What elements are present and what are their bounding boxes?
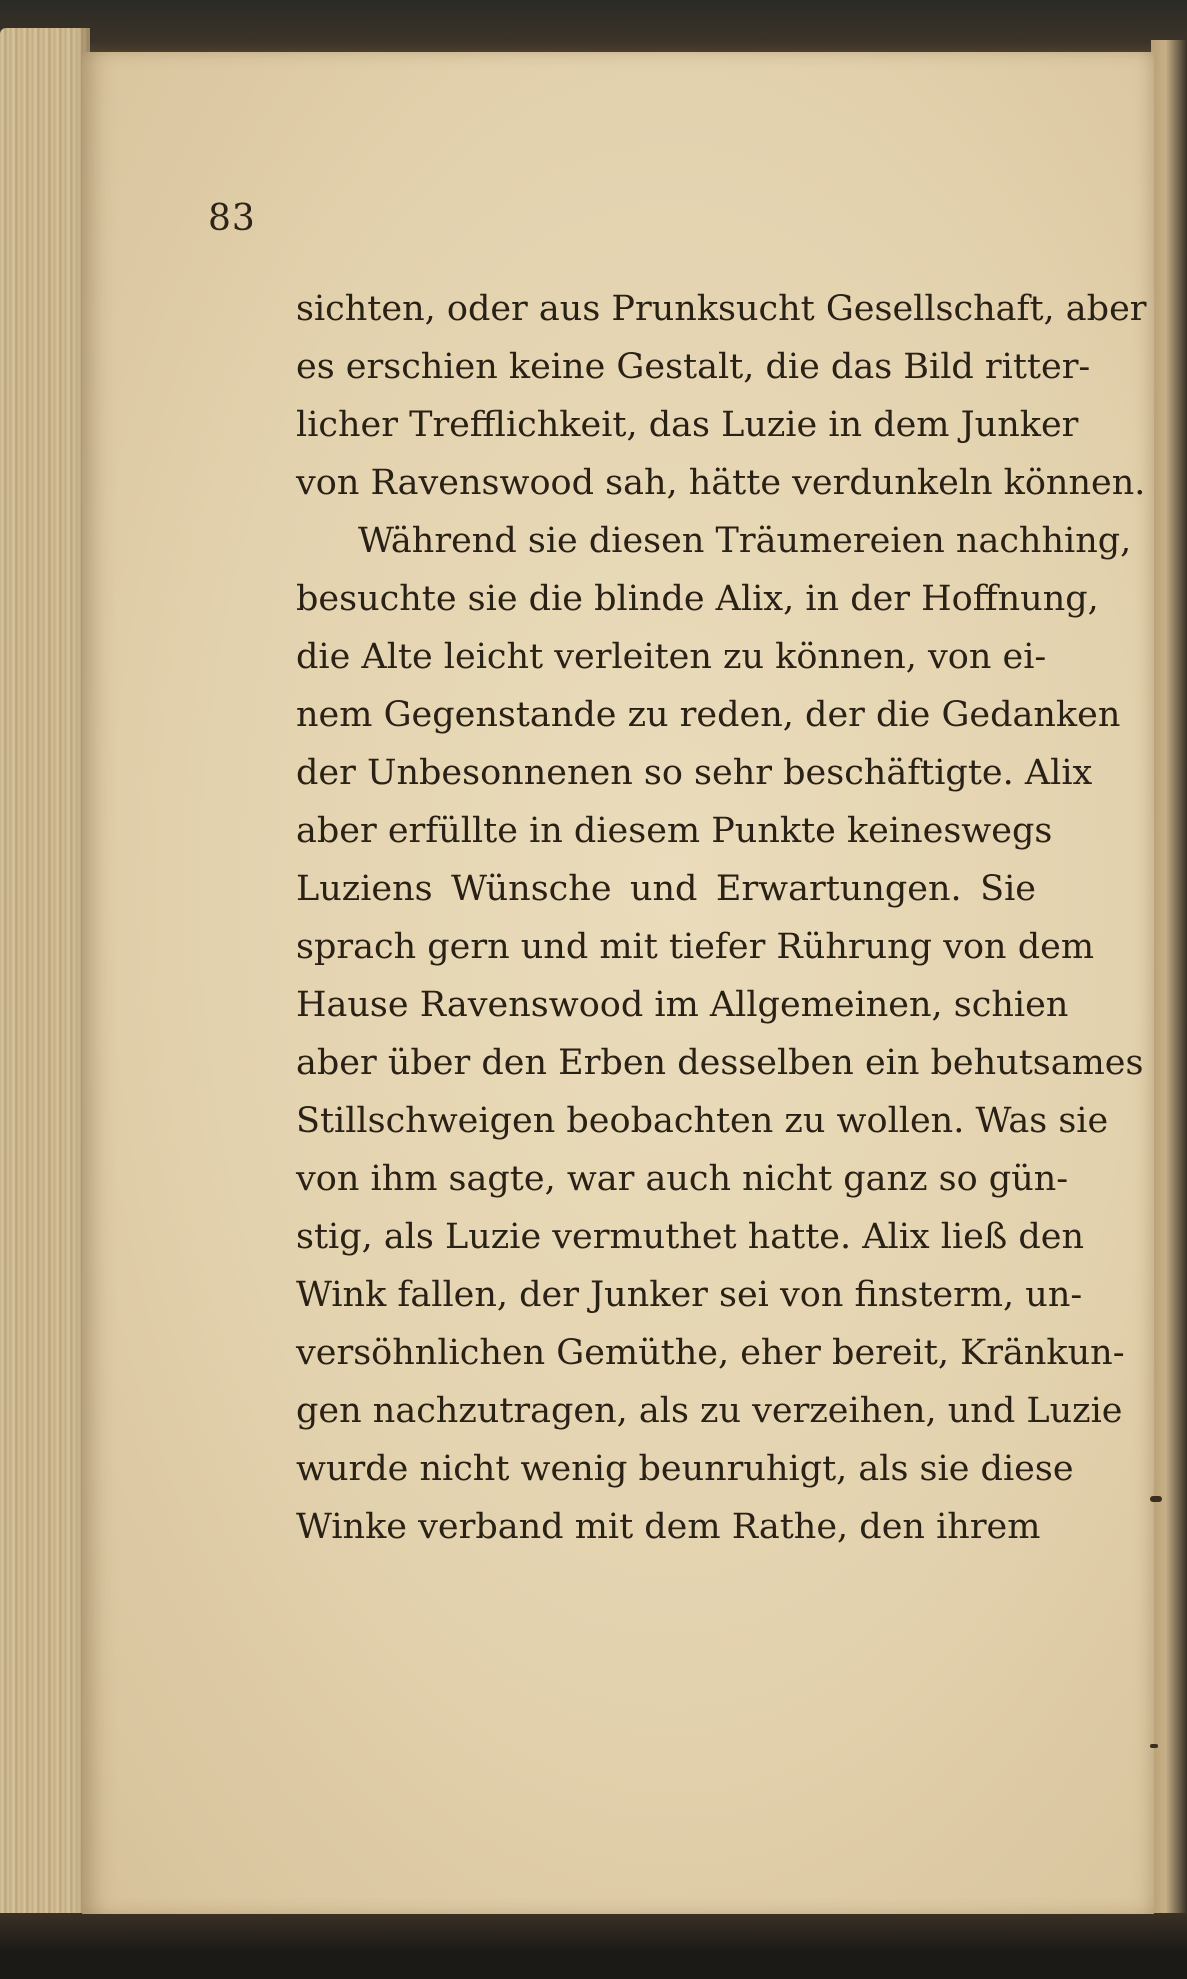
book-cover-right-edge xyxy=(1151,40,1187,1940)
text-line: wurde nicht wenig beunruhigt, als sie diese xyxy=(296,1449,1074,1489)
text-line: von Ravenswood sah, hätte verdunkeln können. xyxy=(296,463,1146,503)
book-cover-top-edge xyxy=(0,0,1187,60)
text-line: Stillschweigen beobachten zu wollen. Was sie xyxy=(296,1101,1109,1141)
text-line: sichten, oder aus Prunksucht Gesellschaft, aber xyxy=(296,289,1147,329)
text-line: Luziens Wünsche und Erwartungen. Sie xyxy=(296,869,1036,909)
book-cover-bottom-edge xyxy=(0,1913,1187,1979)
margin-ink-mark xyxy=(1150,1496,1162,1502)
text-line: besuchte sie die blinde Alix, in der Hoffnung, xyxy=(296,579,1099,619)
text-line: stig, als Luzie vermuthet hatte. Alix ließ den xyxy=(296,1217,1085,1257)
text-line: sprach gern und mit tiefer Rührung von dem xyxy=(296,927,1095,967)
body-text xyxy=(296,280,1147,1556)
text-line: die Alte leicht verleiten zu können, von ei- xyxy=(296,637,1047,677)
text-line: aber erfüllte in diesem Punkte keineswegs xyxy=(296,811,1053,851)
page-stack-edges xyxy=(0,28,90,1928)
text-line: Wink fallen, der Junker sei von finsterm, un- xyxy=(296,1275,1083,1315)
text-line: gen nachzutragen, als zu verzeihen, und Luzie xyxy=(296,1391,1123,1431)
text-line: nem Gegenstande zu reden, der die Gedanken xyxy=(296,695,1121,735)
text-line: Hause Ravenswood im Allgemeinen, schien xyxy=(296,985,1069,1025)
margin-ink-mark xyxy=(1150,1744,1158,1748)
text-line: Winke verband mit dem Rathe, den ihrem xyxy=(296,1507,1041,1547)
text-line-paragraph-start: Während sie diesen Träumereien nachhing, xyxy=(358,521,1132,561)
text-line: aber über den Erben desselben ein behutsames xyxy=(296,1043,1144,1083)
text-line: es erschien keine Gestalt, die das Bild ritter- xyxy=(296,347,1091,387)
text-line: licher Trefflichkeit, das Luzie in dem Junker xyxy=(296,405,1079,445)
text-line: versöhnlichen Gemüthe, eher bereit, Kränkun- xyxy=(296,1333,1125,1373)
text-line: der Unbesonnenen so sehr beschäftigte. Alix xyxy=(296,753,1093,793)
page-number: 83 xyxy=(208,198,256,239)
text-line: von ihm sagte, war auch nicht ganz so gün- xyxy=(296,1159,1069,1199)
